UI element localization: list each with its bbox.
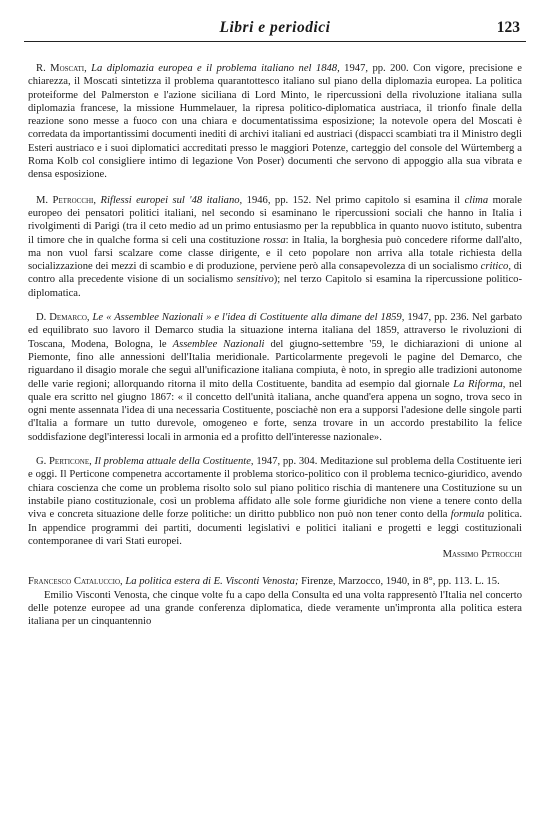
entry-text: Emilio Visconti Venosta, che cinque volte fu a capo della Consulta ed una volta rappresentò l'Italia nel concerto delle potenze europee ad una grande conferenza diplomatica, diede veramente un'impronta alla politica estera italiana per un cinquantennio — [28, 589, 522, 628]
entry-author: M. Petrocchi, — [36, 194, 97, 206]
entry-author: R. Moscati, — [36, 63, 87, 74]
entry-emphasis: clima — [464, 194, 489, 206]
entry-title: Le « Assemblee Nazionali » e l'idea di Costituente alla dimane del 1859, — [92, 312, 405, 324]
page-body — [28, 62, 522, 629]
entry-details: Firenze, Marzocco, 1940, in 8°, pp. 113. L. 15. — [301, 576, 500, 588]
reviewer-signature: Massimo Petrocchi — [442, 549, 522, 561]
entry-text: Nel primo capitolo si esamina il — [315, 194, 461, 206]
entry-emphasis: sensitivo — [236, 274, 274, 286]
entry-text: morale europeo dei pensatori politici italiani, nel secondo si esaminano le ripercussioni sociali che hanno in Italia i rivolgimenti di Parigi (tra il ceto medio ad un primo entusiasmo per la repubblica in quanto nuovo istituto, subentra il timore che in qualche forma si celi una costituzione — [28, 194, 522, 246]
entry-emphasis: La Riforma — [453, 378, 503, 390]
entry-title: La politica estera di E. Visconti Venosta; — [125, 576, 299, 588]
entry-details: 1947, pp. 200. — [344, 63, 409, 74]
entry-text: Con vigore, precisione e chiarezza, il Moscati sintetizza il problema quarantottesco italiano sul piano della diplomazia europea. La politica proteiforme del Palmerston e l'azione siciliana di Lord Minto, le ripercussioni della rivoluzione italiana sulla diplomazia francese, la missione Hummelauer, la ripresa politico-diplomatica austriaca, il trionfo finale della reazione sono messe a fuoco con una chiara e documentatissima esposizione; la notevole opera del Moscati è corredata da importantissimi documenti inediti di archivi italiani ed austriaci (dispacci scambiati tra il Ministro degli Esteri austriaco e i suoi diplomatici accreditati presso le maggiori Potenze, carteggio del console del Würtemberg a Roma Kolb col consigliere intimo di legazione Von Poser) documenti che servono di appoggio alla sua vibrata e densa esposizione. — [28, 63, 522, 181]
entry-details: 1947, pp. 304. — [256, 456, 318, 468]
entry-emphasis: Assemblee Nazionali — [172, 338, 265, 350]
page-header — [24, 11, 526, 43]
entry-author: G. Perticone, — [36, 456, 92, 468]
entry-details: 1947, pp. 236. — [407, 312, 469, 324]
entry-text: Meditazione sul problema della Costituente ieri e oggi. Il Perticone compenetra accortamente il problema storico-politico con il problema tecnico-giuridico, avendo chiara coscienza che come un problema risolto solo sul piano politico rischia di mantenere una Costituzione su un instabile piano costituzionale, così un problema affidato alle sole forme giuridiche non viene a tenere conto della viva e concreta situazione delle forze politiche: un diritto pubblico non può non tener conto della — [28, 456, 522, 521]
entry-text: del giugno-settembre '59, le dichiarazioni di unione al Piemonte, fino alle annessioni dell'Italia meridionale. Particolarmente pregevoli le pagine del Demarco, che riguardano il disagio morale che seguì all'unificazione italiana compiuta, è noto, in spregio alle tradizioni autonome delle varie regioni; allorquando ritorna il mito della Costituente, bandita ad esempio dal giornale — [28, 338, 523, 390]
page-number: 123 — [496, 19, 520, 36]
review-entry-demarco — [28, 311, 522, 444]
entry-text: , nel quale era scritto nel giugno 1867: « il concetto dell'unità italiana, anche quand'era appena un sogno, trova seco in ogni mente assennata l'idea di una necessaria Costituente, posciachè non era a supporsi l'adesione delle singole parti d'Italia a formare un tutto durevole, omogeneo e forte, senza trovare in un accordo prestabilito la felice soddisfazione degl'interessi locali in armonia ed a profitto dell'interesse nazionale». — [28, 378, 522, 443]
header-rule — [24, 41, 526, 42]
entry-title: La diplomazia europea e il problema italiano nel 1848, — [91, 63, 340, 74]
entry-text: Nel garbato ed equilibrato suo lavoro il Demarco studia la situazione interna italiana del 1859, attraverso le rivoluzioni di Toscana, Modena, Bologna, le — [28, 312, 522, 350]
entry-text: ); nel terzo Capitolo si esamina la ripercussione politico-diplomatica. — [28, 274, 522, 299]
review-entry-moscati — [28, 62, 522, 182]
entry-title: Riflessi europei sul '48 italiano, — [100, 194, 243, 206]
entry-text: politica. In appendice programmi dei partiti, documenti legislativi e politici italiani e progetti e leggi costituzionali contemporanee di vari Stati europei. — [28, 509, 523, 547]
entry-emphasis: critico — [480, 261, 509, 273]
entry-title: Il problema attuale della Costituente, — [94, 456, 254, 468]
entry-emphasis: rossa — [263, 234, 286, 246]
entry-text: , di contro alla precedente visione di un socialismo — [28, 261, 522, 286]
entry-emphasis: formula — [450, 509, 485, 521]
review-entry-cataluccio — [28, 575, 522, 628]
entry-text: : in Italia, la borghesia può concedere riforme dall'alto, ma non vuol farsi scalzare come classe dirigente, e il ceto popolare non arriva alla totale richiesta della socializzazione dei mezzi di scambio e di produzione, perviene però alla consapevolezza di un socialismo — [28, 234, 522, 273]
entry-author: D. Demarco, — [36, 312, 90, 324]
running-title: Libri e periodici — [219, 19, 331, 36]
review-entry-petrocchi — [28, 194, 522, 300]
entry-author: Francesco Cataluccio, — [28, 576, 123, 588]
entry-details: 1946, pp. 152. — [246, 194, 312, 206]
review-entry-perticone — [28, 455, 522, 561]
